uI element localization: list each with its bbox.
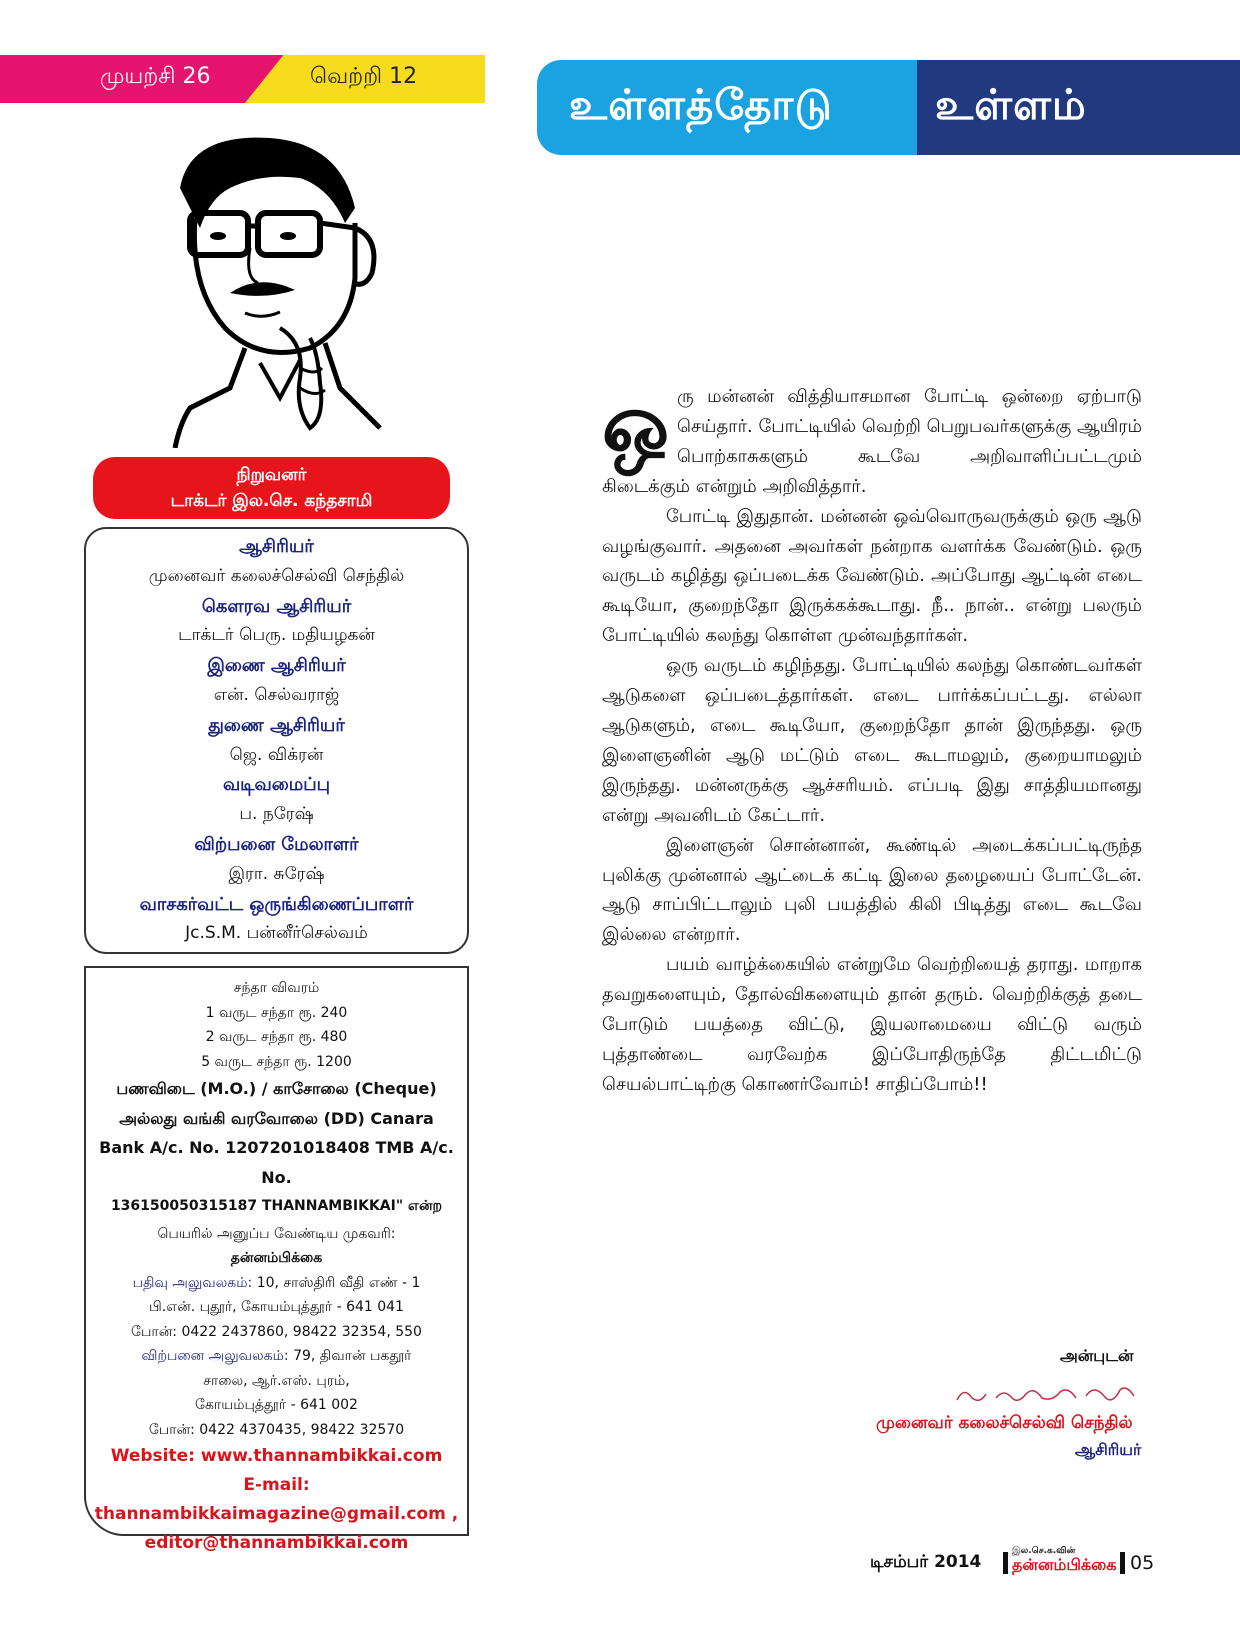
reg-office-addr2: பி.என். புதூர், கோயம்புத்தூர் - 641 041 xyxy=(149,1299,404,1315)
issue-date: டிசம்பர் 2014 xyxy=(870,1552,982,1572)
payment-line: Bank A/c. No. 1207201018408 TMB A/c. No. xyxy=(99,1138,454,1187)
staff-name: டாக்டர் பெரு. மதியழகன் xyxy=(178,625,375,646)
sales-office-addr2: சாலை, ஆர்.எஸ். புரம், xyxy=(203,1372,350,1389)
sales-office-phone: போன்: 0422 4370435, 98422 32570 xyxy=(148,1421,405,1438)
footer-divider xyxy=(1120,1552,1125,1574)
staff-name: இரா. சுரேஷ் xyxy=(228,863,325,884)
footer-divider xyxy=(1003,1552,1008,1574)
article-paragraph xyxy=(602,377,1142,502)
sales-office-line xyxy=(86,1344,467,1369)
rate-line: 5 வருட சந்தா ரூ. 1200 xyxy=(201,1053,352,1070)
email-link[interactable]: thannambikkaimagazine@gmail.com , xyxy=(94,1504,459,1524)
issue-ribbon xyxy=(0,55,485,103)
sales-office-addr: 79, திவான் பகதூர் xyxy=(293,1348,412,1364)
page-number: 05 xyxy=(1130,1552,1155,1574)
signatory-name: முனைவர் கலைச்செல்வி செந்தில் xyxy=(876,1413,1133,1433)
reg-office-addr: 10, சாஸ்திரி வீதி எண் - 1 xyxy=(256,1274,421,1291)
drop-cap: ஒ xyxy=(602,377,670,470)
email-link[interactable]: editor@thannambikkai.com xyxy=(144,1533,409,1553)
staff-name: ஜெ. விக்ரன் xyxy=(229,744,324,765)
article-paragraph: ஒரு வருடம் கழிந்தது. போட்டியில் கலந்து கொண்டவர்கள் ஆடுகளை ஒப்படைத்தார்கள். எடை பார்க்கப்பட்டது. எல்லா ஆடுகளும், எடை கூடியோ, குறைந்தோ தான் இருந்தது. ஒரு இளைஞனின் ஆடு மட்டும் எடை கூடாமலும், குறையாமலும் இருந்தது. மன்னருக்கு ஆச்சரியம். எப்படி இது சாத்தியமானது என்று அவனிடம் கேட்டார். xyxy=(602,655,1142,826)
staff-role: விற்பனை மேலாளர் xyxy=(194,833,359,855)
staff-role: ஆசிரியர் xyxy=(239,536,314,557)
founder-portrait xyxy=(150,128,435,448)
editorial-article xyxy=(602,377,1142,1100)
website-link[interactable]: Website: www.thannambikkai.com xyxy=(110,1446,443,1466)
article-paragraph: இளைஞன் சொன்னான், கூண்டில் அடைக்கப்பட்டிருந்த புலிக்கு முன்னால் ஆட்டைக் கட்டி இலை தழையைப் போட்டேன். ஆடு சாப்பிட்டாலும் புலி பயத்தில் கிலி பிடித்து எடை கூடவே இல்லை என்றார். xyxy=(602,834,1142,946)
org-name: தன்னம்பிக்கை xyxy=(230,1250,323,1266)
staff-role: துணை ஆசிரியர் xyxy=(208,714,345,736)
subscription-title: சந்தா விவரம் xyxy=(233,980,320,996)
staff-role: வாசகர்வட்ட ஒருங்கிணைப்பாளர் xyxy=(139,893,414,915)
staff-role: இணை ஆசிரியர் xyxy=(207,655,346,677)
section-banner xyxy=(537,60,1240,155)
payment-line: 136150050315187 THANNAMBIKKAI" என்ற xyxy=(110,1198,443,1214)
staff-name: ப. நரேஷ் xyxy=(239,804,314,825)
staff-role: கௌரவ ஆசிரியர் xyxy=(201,595,352,617)
article-paragraph: பயம் வாழ்க்கையில் என்றுமே வெற்றியைத் தராது. மாறாக தவறுகளையும், தோல்விகளையும் தான் தரும். வெற்றிக்குத் தடை போடும் பயத்தை விட்டு, இயலாமையை விட்டு வரும் புத்தாண்டை வரவேற்க இப்போதிருந்தே திட்டமிட்டு செயல்பாட்டிற்கு கொணர்வோம்! சாதிப்போம்!! xyxy=(602,954,1142,1095)
reg-office-phone: போன்: 0422 2437860, 98422 32354, 550 xyxy=(131,1323,422,1340)
sales-office-label: விற்பனை அலுவலகம்: xyxy=(141,1348,289,1364)
payment-line: அல்லது வங்கி வரவோலை (DD) Canara xyxy=(119,1108,434,1128)
founder-label: நிறுவனர் xyxy=(236,465,307,485)
reg-office-line xyxy=(86,1271,467,1296)
staff-box xyxy=(84,527,469,954)
banner-title-part1: உள்ளத்தோடு xyxy=(569,80,833,129)
rate-line: 2 வருட சந்தா ரூ. 480 xyxy=(205,1029,348,1045)
subscription-box xyxy=(84,966,469,1553)
handwritten-signature xyxy=(952,1382,1142,1408)
logo-big-text: தன்னம்பிக்கை xyxy=(1012,1555,1117,1574)
logo-small-text: இல.செ.க.வின் xyxy=(1012,1546,1076,1556)
founder-name: டாக்டர் இல.செ. கந்தசாமி xyxy=(170,491,373,511)
paragraph-text: ரு மன்னன் வித்தியாசமான போட்டி ஒன்றை ஏற்பாடு செய்தார். போட்டியில் வெற்றி பெறுபவர்களுக்கு ஆயிரம் பொற்காசுகளும் கூடவே அறிவாளிப்பட்டமும் கிடைக்கும் என்றும் அறிவித்தார். xyxy=(602,386,1142,497)
attempt-label: முயற்சி 26 xyxy=(100,64,211,89)
sales-office-addr3: கோயம்புத்தூர் - 641 002 xyxy=(195,1397,358,1413)
founder-box xyxy=(93,457,450,519)
magazine-logo xyxy=(1012,1546,1127,1576)
closing-word: அன்புடன் xyxy=(1060,1346,1134,1365)
article-paragraph: போட்டி இதுதான். மன்னன் ஒவ்வொருவருக்கும் ஒரு ஆடு வழங்குவார். அதனை அவர்கள் நன்றாக வளர்க்க வேண்டும். ஒரு வருடம் கழித்து ஒப்படைக்க வேண்டும். அப்போது ஆட்டின் எடை கூடியோ, குறைந்தோ இருக்கக்கூடாது. நீ.. நான்.. என்று பலரும் போட்டியில் கலந்து கொள்ள முன்வந்தார்கள். xyxy=(602,505,1142,647)
staff-name: முனைவர் கலைச்செல்வி செந்தில் xyxy=(148,565,405,586)
staff-role: வடிவமைப்பு xyxy=(222,774,331,796)
reg-office-label: பதிவு அலுவலகம்: xyxy=(132,1274,253,1291)
banner-title-part2: உள்ளம் xyxy=(935,80,1087,129)
address-intro: பெயரில் அனுப்ப வேண்டிய முகவரி: xyxy=(157,1225,396,1242)
signatory-role: ஆசிரியர் xyxy=(1075,1440,1142,1459)
staff-name: என். செல்வராஜ் xyxy=(213,684,340,705)
success-label: வெற்றி 12 xyxy=(310,64,418,89)
rate-line: 1 வருட சந்தா ரூ. 240 xyxy=(205,1004,348,1021)
email-label: E-mail: xyxy=(243,1475,310,1495)
staff-name: Jc.S.M. பன்னீர்செல்வம் xyxy=(185,923,368,944)
payment-line: பணவிடை (M.O.) / காசோலை (Cheque) xyxy=(116,1079,437,1098)
